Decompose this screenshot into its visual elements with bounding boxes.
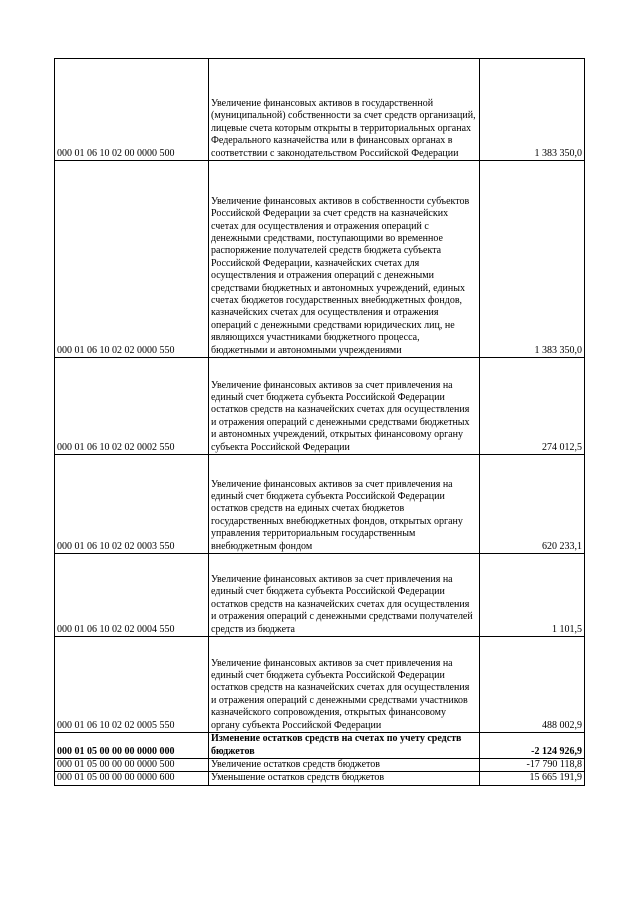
table-row	[55, 358, 585, 455]
table-row	[55, 554, 585, 637]
budget-code-cell: 000 01 06 10 02 00 0000 500	[55, 59, 209, 161]
description-cell: Увеличение финансовых активов за счет привлечения на единый счет бюджета субъекта Российской Федерации остатков средств на казначейских счетах для осуществления и отражения операций с денежными средствами получателей средств из бюджета	[209, 554, 480, 637]
description-cell: Увеличение остатков средств бюджетов	[209, 759, 480, 772]
description-cell: Увеличение финансовых активов за счет привлечения на единый счет бюджета субъекта Российской Федерации остатков средств на казначейских счетах для осуществления и отражения операций с денежными средствами бюджетных и автономных учреждений, открытых финансовому органу субъекта Российской Федерации	[209, 358, 480, 455]
amount-cell: 274 012,5	[480, 358, 585, 455]
amount-cell: 1 383 350,0	[480, 59, 585, 161]
description-cell: Изменение остатков средств на счетах по учету средств бюджетов	[209, 733, 480, 759]
budget-code-cell: 000 01 05 00 00 00 0000 500	[55, 759, 209, 772]
table-row	[55, 59, 585, 161]
budget-code-cell: 000 01 06 10 02 02 0005 550	[55, 637, 209, 733]
table-row	[55, 161, 585, 358]
description-cell: Увеличение финансовых активов в государственной (муниципальной) собственности за счет средств организаций, лицевые счета которым открыты в территориальных органах Федерального казначейства или в финансовых органах в соответствии с законодательством Российской Федерации	[209, 59, 480, 161]
budget-code-cell: 000 01 06 10 02 02 0003 550	[55, 455, 209, 554]
amount-cell: -2 124 926,9	[480, 733, 585, 759]
amount-cell: 620 233,1	[480, 455, 585, 554]
table-row-total	[55, 733, 585, 759]
amount-cell: 488 002,9	[480, 637, 585, 733]
table-row	[55, 772, 585, 785]
table-row	[55, 637, 585, 733]
table-row	[55, 455, 585, 554]
description-cell: Увеличение финансовых активов за счет привлечения на единый счет бюджета субъекта Российской Федерации остатков средств на единых счетах бюджетов государственных внебюджетных фондов, открытых органу управления территориальным государственным внебюджетным фондом	[209, 455, 480, 554]
amount-cell: 15 665 191,9	[480, 772, 585, 785]
budget-code-cell: 000 01 05 00 00 00 0000 000	[55, 733, 209, 759]
budget-code-cell: 000 01 06 10 02 02 0004 550	[55, 554, 209, 637]
amount-cell: 1 383 350,0	[480, 161, 585, 358]
budget-code-cell: 000 01 06 10 02 02 0000 550	[55, 161, 209, 358]
budget-code-cell: 000 01 06 10 02 02 0002 550	[55, 358, 209, 455]
table-row	[55, 759, 585, 772]
description-cell: Уменьшение остатков средств бюджетов	[209, 772, 480, 785]
budget-sources-table	[54, 58, 585, 786]
budget-code-cell: 000 01 05 00 00 00 0000 600	[55, 772, 209, 785]
description-cell: Увеличение финансовых активов в собственности субъектов Российской Федерации за счет средств на казначейских счетах для осуществления и отражения операций с денежными средствами, поступающими во временное распоряжение получателей средств бюджета субъекта Российской Федерации, казначейских счетах для осуществления и отражения операций с денежными средствами бюджетных и автономных учреждений, единых счетах бюджетов государственных внебюджетных фондов, казначейских счетах для осуществления и отражения операций с денежными средствами юридических лиц, не являющихся участниками бюджетного процесса, бюджетными и автономными учреждениями	[209, 161, 480, 358]
amount-cell: -17 790 118,8	[480, 759, 585, 772]
amount-cell: 1 101,5	[480, 554, 585, 637]
description-cell: Увеличение финансовых активов за счет привлечения на единый счет бюджета субъекта Российской Федерации остатков средств на казначейских счетах для осуществления и отражения операций с денежными средствами участников казначейского сопровождения, открытых финансовому органу субъекта Российской Федерации	[209, 637, 480, 733]
